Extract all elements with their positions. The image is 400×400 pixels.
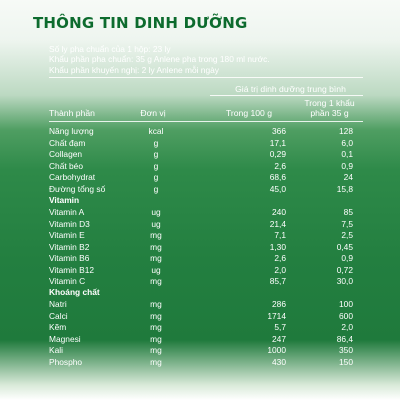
nutrient-unit: ug: [151, 207, 161, 217]
table-row: [49, 242, 363, 252]
table-row: [49, 311, 363, 321]
nutrient-unit: g: [153, 149, 159, 159]
nutrient-unit: mg: [150, 356, 162, 367]
column-header-portion-line2: phần 35 g: [310, 108, 349, 118]
nutrient-name: Vitamin B6: [49, 253, 90, 263]
value-per-100g: 85,7: [269, 276, 286, 286]
table-row: [49, 276, 363, 286]
value-per-100g: 0,29: [269, 149, 286, 159]
value-per-portion: 0,1: [341, 149, 353, 159]
nutrient-name: Vitamin B12: [49, 264, 95, 275]
nutrient-unit: mg: [150, 241, 162, 252]
value-per-portion: 0,9: [341, 253, 353, 263]
value-per-portion: 7,5: [341, 218, 353, 229]
table-row: [49, 265, 363, 275]
table-row: [49, 149, 363, 159]
value-per-100g: 2,0: [274, 264, 286, 275]
table-row: [49, 138, 363, 148]
nutrient-unit: mg: [150, 299, 162, 309]
table-row: [49, 299, 363, 309]
nutrient-name: Kali: [49, 345, 63, 355]
nutrient-unit: mg: [150, 345, 162, 355]
value-per-portion: 0,9: [341, 160, 353, 171]
nutrient-unit: g: [153, 172, 159, 182]
column-header-name: Thành phần: [49, 108, 95, 118]
value-per-portion: 2,0: [341, 322, 353, 332]
value-per-100g: 17,1: [269, 137, 286, 148]
nutrient-name: Calci: [49, 310, 68, 321]
value-per-portion: 30,0: [336, 276, 353, 286]
nutrient-name: Kẽm: [49, 322, 67, 332]
nutrient-name: Carbohydrat: [49, 172, 96, 182]
nutrient-name: Chất đạm: [49, 137, 86, 148]
value-per-portion: 0,72: [336, 264, 353, 275]
serving-notes: [49, 44, 270, 75]
nutrient-name: Phospho: [49, 356, 83, 367]
column-header-per100: Trong 100 g: [225, 108, 273, 118]
nutrient-unit: mg: [150, 322, 162, 332]
value-per-100g: 5,7: [274, 322, 286, 332]
nutrient-unit: mg: [150, 253, 162, 263]
value-per-100g: 7,1: [274, 230, 286, 240]
nutrient-unit: g: [153, 160, 159, 171]
section-vitamin: Vitamin: [49, 195, 80, 205]
value-per-portion: 150: [339, 356, 353, 367]
value-per-100g: 286: [272, 299, 286, 309]
nutrient-name: Vitamin C: [49, 276, 86, 286]
nutrient-unit: g: [153, 183, 159, 194]
nutrient-unit: ug: [151, 218, 161, 229]
nutrient-unit: mg: [150, 276, 162, 286]
value-per-100g: 1000: [267, 345, 286, 355]
table-row: [49, 126, 363, 136]
table-row: [49, 253, 363, 263]
nutrient-unit: ug: [151, 264, 161, 275]
nutrient-name: Đường tổng số: [49, 183, 106, 194]
nutrient-name: Magnesi: [49, 333, 81, 344]
value-per-100g: 68,6: [269, 172, 286, 182]
nutrient-name: Vitamin D3: [49, 218, 90, 229]
value-per-portion: 86,4: [336, 333, 353, 344]
value-per-portion: 24: [343, 172, 353, 182]
value-per-100g: 247: [272, 333, 286, 344]
value-per-100g: 21,4: [269, 218, 286, 229]
table-row: [49, 230, 363, 240]
nutrient-unit: mg: [150, 310, 162, 321]
note-servings-per-box: Số ly pha chuẩn của 1 hộp: 23 ly: [49, 44, 171, 54]
value-per-portion: 350: [339, 345, 353, 355]
value-per-100g: 366: [272, 126, 286, 136]
table-row: [49, 161, 363, 171]
note-recommended-serving: Khẩu phần khuyến nghị: 2 ly Anlene mỗi ngày: [49, 64, 219, 75]
nutrient-unit: mg: [150, 230, 162, 240]
nutrient-name: Natri: [49, 299, 67, 309]
value-per-portion: 100: [339, 299, 353, 309]
nutrient-name: Chất béo: [49, 160, 83, 171]
nutrient-name: Vitamin B2: [49, 241, 90, 252]
note-standard-serving: Khẩu phần pha chuẩn: 35 g Anlene pha trong 180 ml nước.: [49, 54, 270, 65]
value-per-100g: 1,30: [269, 241, 286, 252]
nutrient-name: Vitamin E: [49, 230, 85, 240]
value-per-portion: 0,45: [336, 241, 353, 252]
page-title: THÔNG TIN DINH DƯỠNG: [33, 14, 248, 32]
nutrient-unit: mg: [150, 333, 162, 344]
table-row: [49, 172, 363, 182]
nutrient-unit: g: [153, 137, 159, 148]
table-row: [49, 345, 363, 355]
column-header-portion-line1: Trong 1 khẩu: [304, 98, 355, 108]
value-per-portion: 85: [343, 207, 353, 217]
table-row: [49, 207, 363, 217]
nutrient-name: Collagen: [49, 149, 83, 159]
value-per-100g: 1714: [267, 310, 286, 321]
table-row: [49, 334, 363, 344]
value-per-100g: 430: [272, 356, 286, 367]
nutrient-unit: kcal: [148, 126, 164, 136]
value-per-portion: 15,8: [336, 183, 353, 194]
section-minerals: Khoáng chất: [49, 287, 100, 297]
value-per-100g: 240: [272, 207, 286, 217]
table-row: [49, 184, 363, 194]
value-per-portion: 6,0: [341, 137, 353, 148]
table-row: [49, 357, 363, 367]
avg-group-header: Giá trị dinh dưỡng trung bình: [235, 84, 346, 94]
value-per-100g: 2,6: [274, 160, 286, 171]
value-per-100g: 45,0: [269, 183, 286, 194]
divider-top: [49, 77, 363, 78]
value-per-portion: 128: [339, 126, 353, 136]
table-row: [49, 322, 363, 332]
table-row: [49, 219, 363, 229]
value-per-portion: 2,5: [341, 230, 353, 240]
divider-group: [210, 95, 363, 96]
nutrient-name: Năng lượng: [49, 126, 94, 136]
nutrient-name: Vitamin A: [49, 207, 85, 217]
value-per-portion: 600: [339, 310, 353, 321]
value-per-100g: 2,6: [274, 253, 286, 263]
column-header-unit: Đơn vị: [140, 108, 166, 118]
divider-header: [49, 121, 363, 122]
